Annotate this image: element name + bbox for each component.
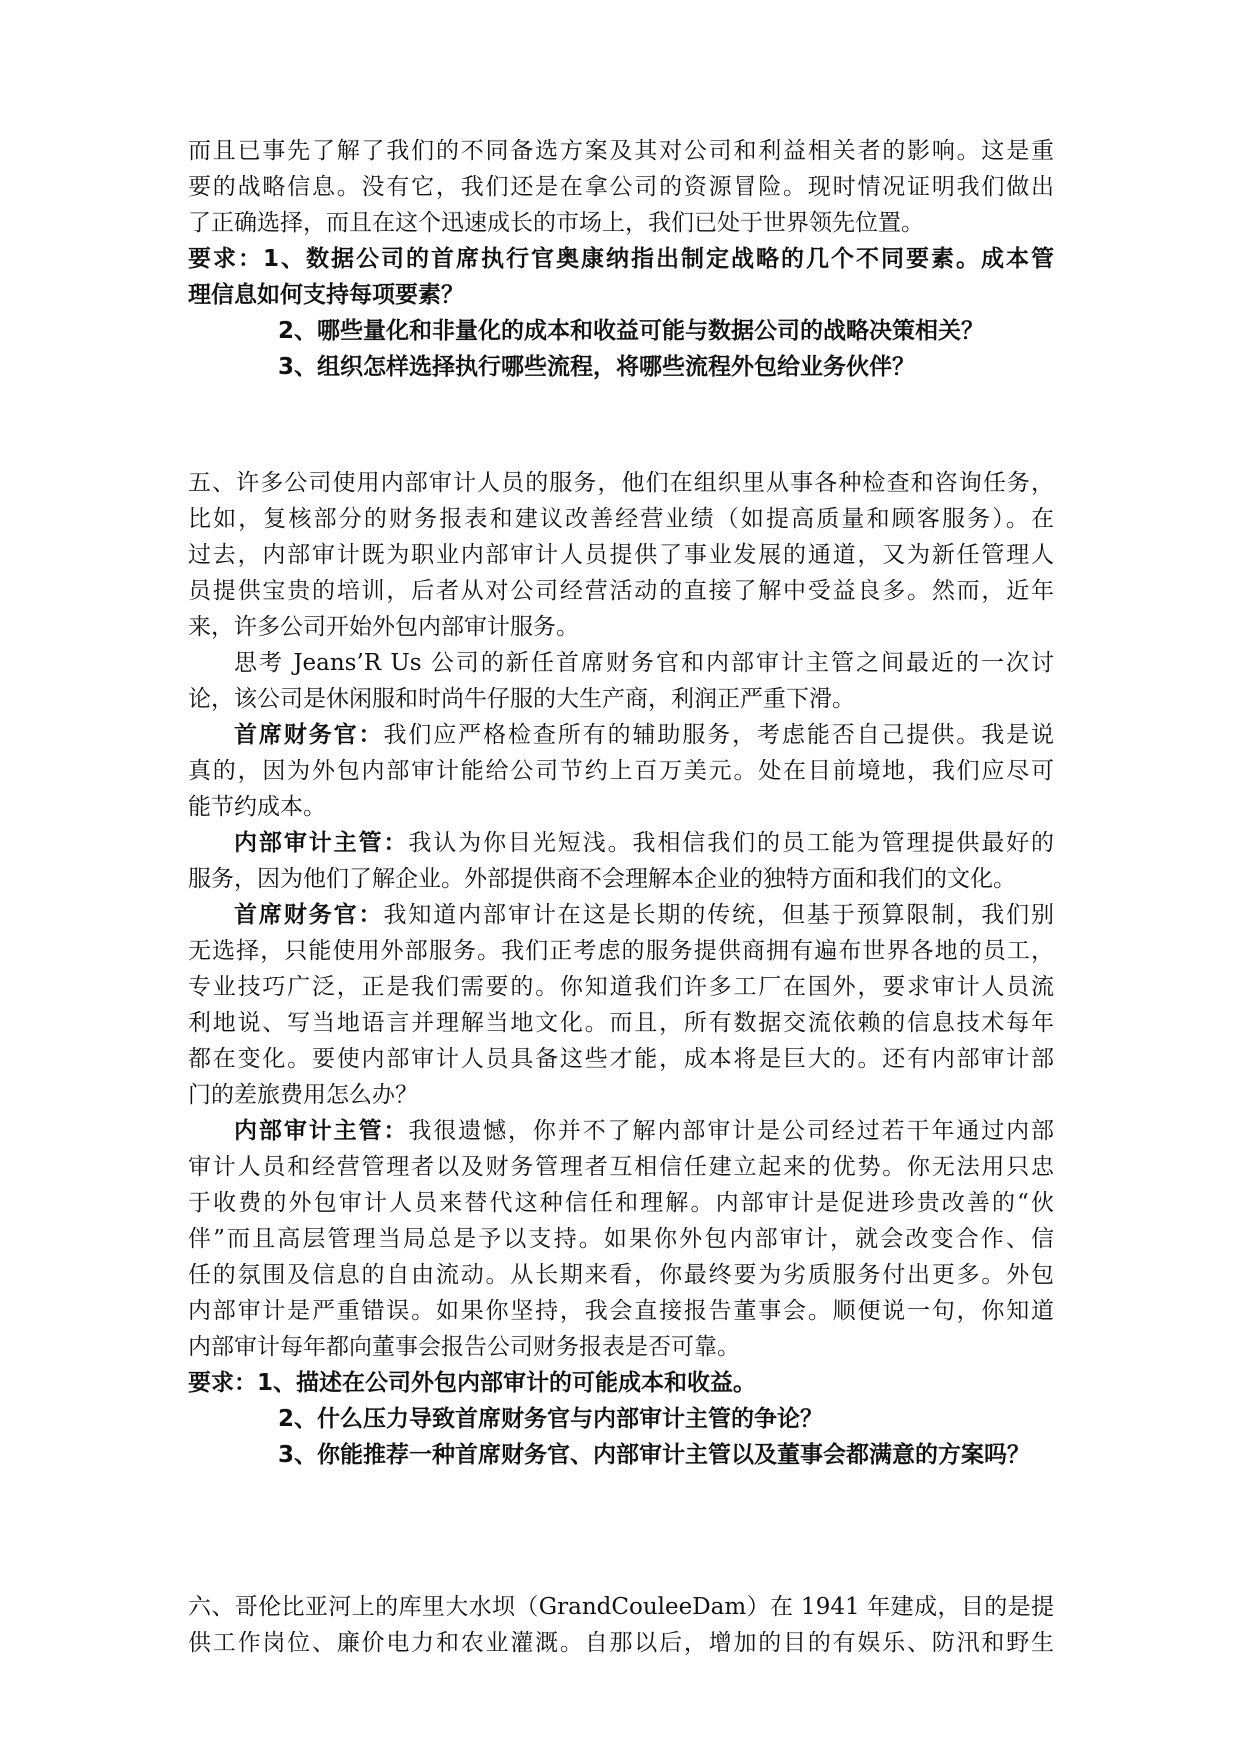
requirement-line: 要求：1、描述在公司外包内部审计的可能成本和收益。 <box>188 1370 757 1396</box>
paragraph-line: 六、哥伦比亚河上的库里大水坝（GrandCouleeDam）在 1941 年建成，目的是提 <box>188 1594 1054 1620</box>
requirement-line: 要求：1、数据公司的首席执行官奥康纳指出制定战略的几个不同要素。成本管 <box>188 246 1054 272</box>
dialogue-line <box>234 825 1054 861</box>
paragraph-line: 内部审计是严重错误。如果你坚持，我会直接报告董事会。顺便说一句，你知道 <box>188 1298 1054 1324</box>
requirement-question: 3、组织怎样选择执行哪些流程，将哪些流程外包给业务伙伴？ <box>278 354 916 380</box>
paragraph-line: 审计人员和经营管理者以及财务管理者互相信任建立起来的优势。你无法用只忠 <box>188 1154 1054 1180</box>
paragraph-line: 思考 Jeans’R Us 公司的新任首席财务官和内部审计主管之间最近的一次讨 <box>234 650 1054 676</box>
requirement-question: 2、什么压力导致首席财务官与内部审计主管的争论？ <box>278 1406 824 1432</box>
paragraph-line: 无选择，只能使用外部服务。我们正考虑的服务提供商拥有遍布世界各地的员工， <box>188 938 1054 964</box>
speaker-label: 内部审计主管： <box>234 830 409 856</box>
speaker-label: 内部审计主管： <box>234 1118 409 1144</box>
paragraph-line: 于收费的外包审计人员来替代这种信任和理解。内部审计是促进珍贵改善的“伙 <box>188 1190 1054 1216</box>
paragraph-line: 了正确选择，而且在这个迅速成长的市场上，我们已处于世界领先位置。 <box>188 210 924 236</box>
paragraph-line: 来，许多公司开始外包内部审计服务。 <box>188 614 579 640</box>
paragraph-line: 门的差旅费用怎么办？ <box>188 1082 418 1108</box>
paragraph-line: 内部审计每年都向董事会报告公司财务报表是否可靠。 <box>188 1334 740 1360</box>
paragraph-line: 真的，因为外包内部审计能给公司节约上百万美元。处在目前境地，我们应尽可 <box>188 758 1054 784</box>
speaker-label: 首席财务官： <box>234 902 384 928</box>
paragraph-line: 利地说、写当地语言并理解当地文化。而且，所有数据交流依赖的信息技术每年 <box>188 1010 1054 1036</box>
paragraph-line: 伴”而且高层管理当局总是予以支持。如果你外包内部审计，就会改变合作、信 <box>188 1226 1054 1252</box>
paragraph-line: 过去，内部审计既为职业内部审计人员提供了事业发展的通道，又为新任管理人 <box>188 542 1054 568</box>
requirement-question: 3、你能推荐一种首席财务官、内部审计主管以及董事会都满意的方案吗？ <box>278 1442 1031 1468</box>
dialogue-line <box>234 1113 1054 1149</box>
paragraph-line: 五、许多公司使用内部审计人员的服务，他们在组织里从事各种检查和咨询任务， <box>188 470 1054 496</box>
paragraph-line: 专业技巧广泛，正是我们需要的。你知道我们许多工厂在国外，要求审计人员流 <box>188 974 1054 1000</box>
paragraph-line: 任的氛围及信息的自由流动。从长期来看，你最终要为劣质服务付出更多。外包 <box>188 1262 1054 1288</box>
dialogue-line <box>234 717 1054 753</box>
dialogue-text: 我很遗憾，你并不了解内部审计是公司经过若干年通过内部 <box>408 1118 1054 1144</box>
paragraph-line: 供工作岗位、廉价电力和农业灌溉。自那以后，增加的目的有娱乐、防汛和野生 <box>188 1630 1054 1656</box>
paragraph-line: 而且已事先了解了我们的不同备选方案及其对公司和利益相关者的影响。这是重 <box>188 138 1054 164</box>
paragraph-line: 论，该公司是休闲服和时尚牛仔服的大生产商，利润正严重下滑。 <box>188 686 855 712</box>
dialogue-line <box>234 897 1054 933</box>
requirement-question: 2、哪些量化和非量化的成本和收益可能与数据公司的战略决策相关？ <box>278 318 985 344</box>
paragraph-line: 都在变化。要使内部审计人员具备这些才能，成本将是巨大的。还有内部审计部 <box>188 1046 1054 1072</box>
paragraph-line: 比如，复核部分的财务报表和建议改善经营业绩（如提高质量和顾客服务）。在 <box>188 506 1054 532</box>
paragraph-line: 能节约成本。 <box>188 794 326 820</box>
requirement-line: 理信息如何支持每项要素？ <box>188 282 464 308</box>
dialogue-text: 我知道内部审计在这是长期的传统，但基于预算限制，我们别 <box>383 902 1054 928</box>
paragraph-line: 要的战略信息。没有它，我们还是在拿公司的资源冒险。现时情况证明我们做出 <box>188 174 1054 200</box>
paragraph-line: 服务，因为他们了解企业。外部提供商不会理解本企业的独特方面和我们的文化。 <box>188 866 1016 892</box>
dialogue-text: 我认为你目光短浅。我相信我们的员工能为管理提供最好的 <box>408 830 1054 856</box>
dialogue-text: 我们应严格检查所有的辅助服务，考虑能否自己提供。我是说 <box>383 722 1054 748</box>
speaker-label: 首席财务官： <box>234 722 384 748</box>
paragraph-line: 员提供宝贵的培训，后者从对公司经营活动的直接了解中受益良多。然而，近年 <box>188 578 1054 604</box>
